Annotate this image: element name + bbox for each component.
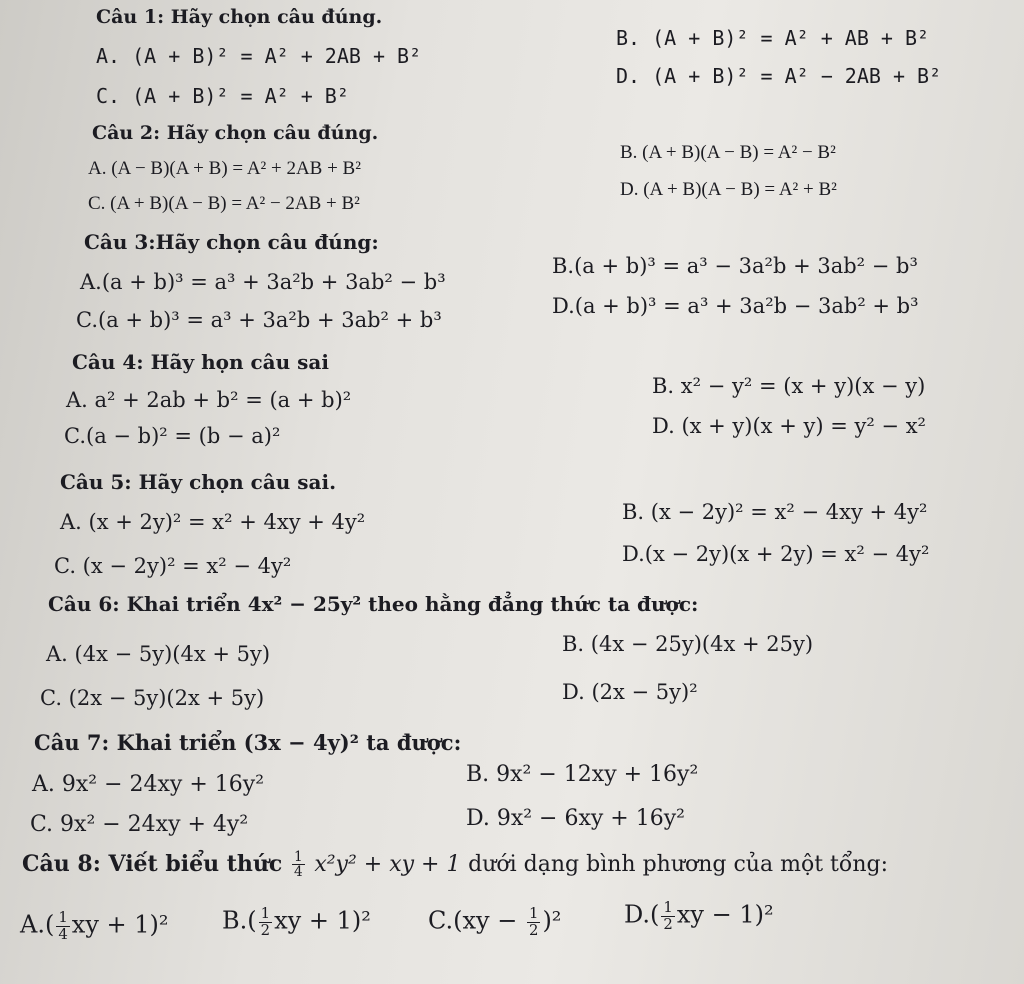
question-6-option-b: B. (4x − 25y)(4x + 25y) (562, 632, 814, 656)
option-d-fraction (661, 900, 674, 932)
option-a-fraction (56, 910, 69, 942)
fraction-numerator: 1 (260, 904, 271, 922)
question-1-option-c: C. (A + B)² = A² + B² (96, 84, 349, 108)
fraction-denominator: 4 (293, 864, 303, 881)
question-5-title: Câu 5: Hãy chọn câu sai. (60, 470, 337, 494)
option-b-prefix: B.( (222, 906, 257, 935)
option-c-prefix: C.(xy − (428, 906, 525, 935)
question-6-title: Câu 6: Khai triển 4x² − 25y² theo hằng đẳng thức ta được: (48, 592, 699, 616)
question-2-option-d: D. (A + B)(A − B) = A² + B² (620, 179, 837, 200)
fraction-denominator: 2 (528, 920, 539, 939)
question-4-option-d: D. (x + y)(x + y) = y² − x² (652, 414, 926, 438)
question-2-option-a: A. (A − B)(A + B) = A² + 2AB + B² (88, 158, 361, 179)
question-1-option-b: B. (A + B)² = A² + AB + B² (616, 26, 930, 50)
question-8-option-a (20, 910, 169, 942)
question-7-option-c: C. 9x² − 24xy + 4y² (30, 812, 249, 837)
question-5-option-a: A. (x + 2y)² = x² + 4xy + 4y² (60, 510, 366, 534)
question-6-option-c: C. (2x − 5y)(2x + 5y) (40, 686, 265, 710)
option-c-fraction (527, 906, 540, 938)
fraction-denominator: 4 (58, 924, 68, 943)
question-8-option-d (624, 900, 774, 932)
question-3-option-d: D.(a + b)³ = a³ + 3a²b − 3ab² + b³ (552, 294, 919, 318)
question-7-title: Câu 7: Khai triển (3x − 4y)² ta được: (34, 730, 462, 755)
fraction-denominator: 2 (260, 920, 271, 939)
question-1-option-d: D. (A + B)² = A² − 2AB + B² (616, 64, 942, 88)
question-3-option-b: B.(a + b)³ = a³ − 3a²b + 3ab² − b³ (552, 254, 918, 278)
question-3-option-c: C.(a + b)³ = a³ + 3a²b + 3ab² + b³ (76, 308, 442, 332)
option-b-fraction (259, 906, 272, 938)
option-a-rest: xy + 1)² (71, 910, 169, 939)
question-3-title: Câu 3:Hãy chọn câu đúng: (84, 230, 379, 254)
question-8-option-b (222, 906, 371, 938)
fraction-denominator: 2 (663, 914, 673, 933)
question-8-title-fraction (292, 850, 305, 880)
question-5-option-b: B. (x − 2y)² = x² − 4xy + 4y² (622, 500, 928, 524)
question-7-option-d: D. 9x² − 6xy + 16y² (466, 806, 685, 831)
question-4-option-c: C.(a − b)² = (b − a)² (64, 424, 281, 448)
option-a-prefix: A.( (20, 910, 55, 939)
question-4-title: Câu 4: Hãy họn câu sai (72, 350, 329, 374)
question-6-option-d: D. (2x − 5y)² (562, 680, 698, 704)
question-1-option-a: A. (A + B)² = A² + 2AB + B² (96, 44, 422, 68)
question-8-title-before: Câu 8: Viết biểu thức (22, 850, 283, 877)
fraction-numerator: 1 (293, 849, 303, 865)
option-b-rest: xy + 1)² (274, 906, 371, 935)
option-d-prefix: D.( (624, 900, 660, 929)
question-5-option-c: C. (x − 2y)² = x² − 4y² (54, 554, 292, 578)
question-1-title: Câu 1: Hãy chọn câu đúng. (96, 6, 383, 28)
question-8-title-expression: x²y² + xy + 1 (314, 851, 461, 877)
fraction-numerator: 1 (663, 898, 673, 916)
fraction-numerator: 1 (528, 904, 539, 922)
question-6-option-a: A. (4x − 5y)(4x + 5y) (46, 642, 271, 666)
question-4-option-a: A. a² + 2ab + b² = (a + b)² (66, 388, 352, 412)
question-7-option-b: B. 9x² − 12xy + 16y² (466, 762, 699, 787)
question-2-option-b: B. (A + B)(A − B) = A² − B² (620, 142, 836, 163)
question-8-title (22, 850, 888, 880)
fraction-numerator: 1 (58, 908, 68, 926)
question-3-option-a: A.(a + b)³ = a³ + 3a²b + 3ab² − b³ (80, 270, 446, 294)
question-8-title-after: dưới dạng bình phương của một tổng: (468, 851, 888, 877)
question-2-option-c: C. (A + B)(A − B) = A² − 2AB + B² (88, 193, 360, 214)
question-2-title: Câu 2: Hãy chọn câu đúng. (92, 122, 379, 144)
question-7-option-a: A. 9x² − 24xy + 16y² (32, 772, 265, 797)
question-5-option-d: D.(x − 2y)(x + 2y) = x² − 4y² (622, 542, 930, 566)
question-8-option-c (428, 906, 561, 938)
option-c-rest: )² (542, 906, 562, 935)
option-d-rest: xy − 1)² (676, 900, 774, 929)
question-4-option-b: B. x² − y² = (x + y)(x − y) (652, 374, 926, 398)
